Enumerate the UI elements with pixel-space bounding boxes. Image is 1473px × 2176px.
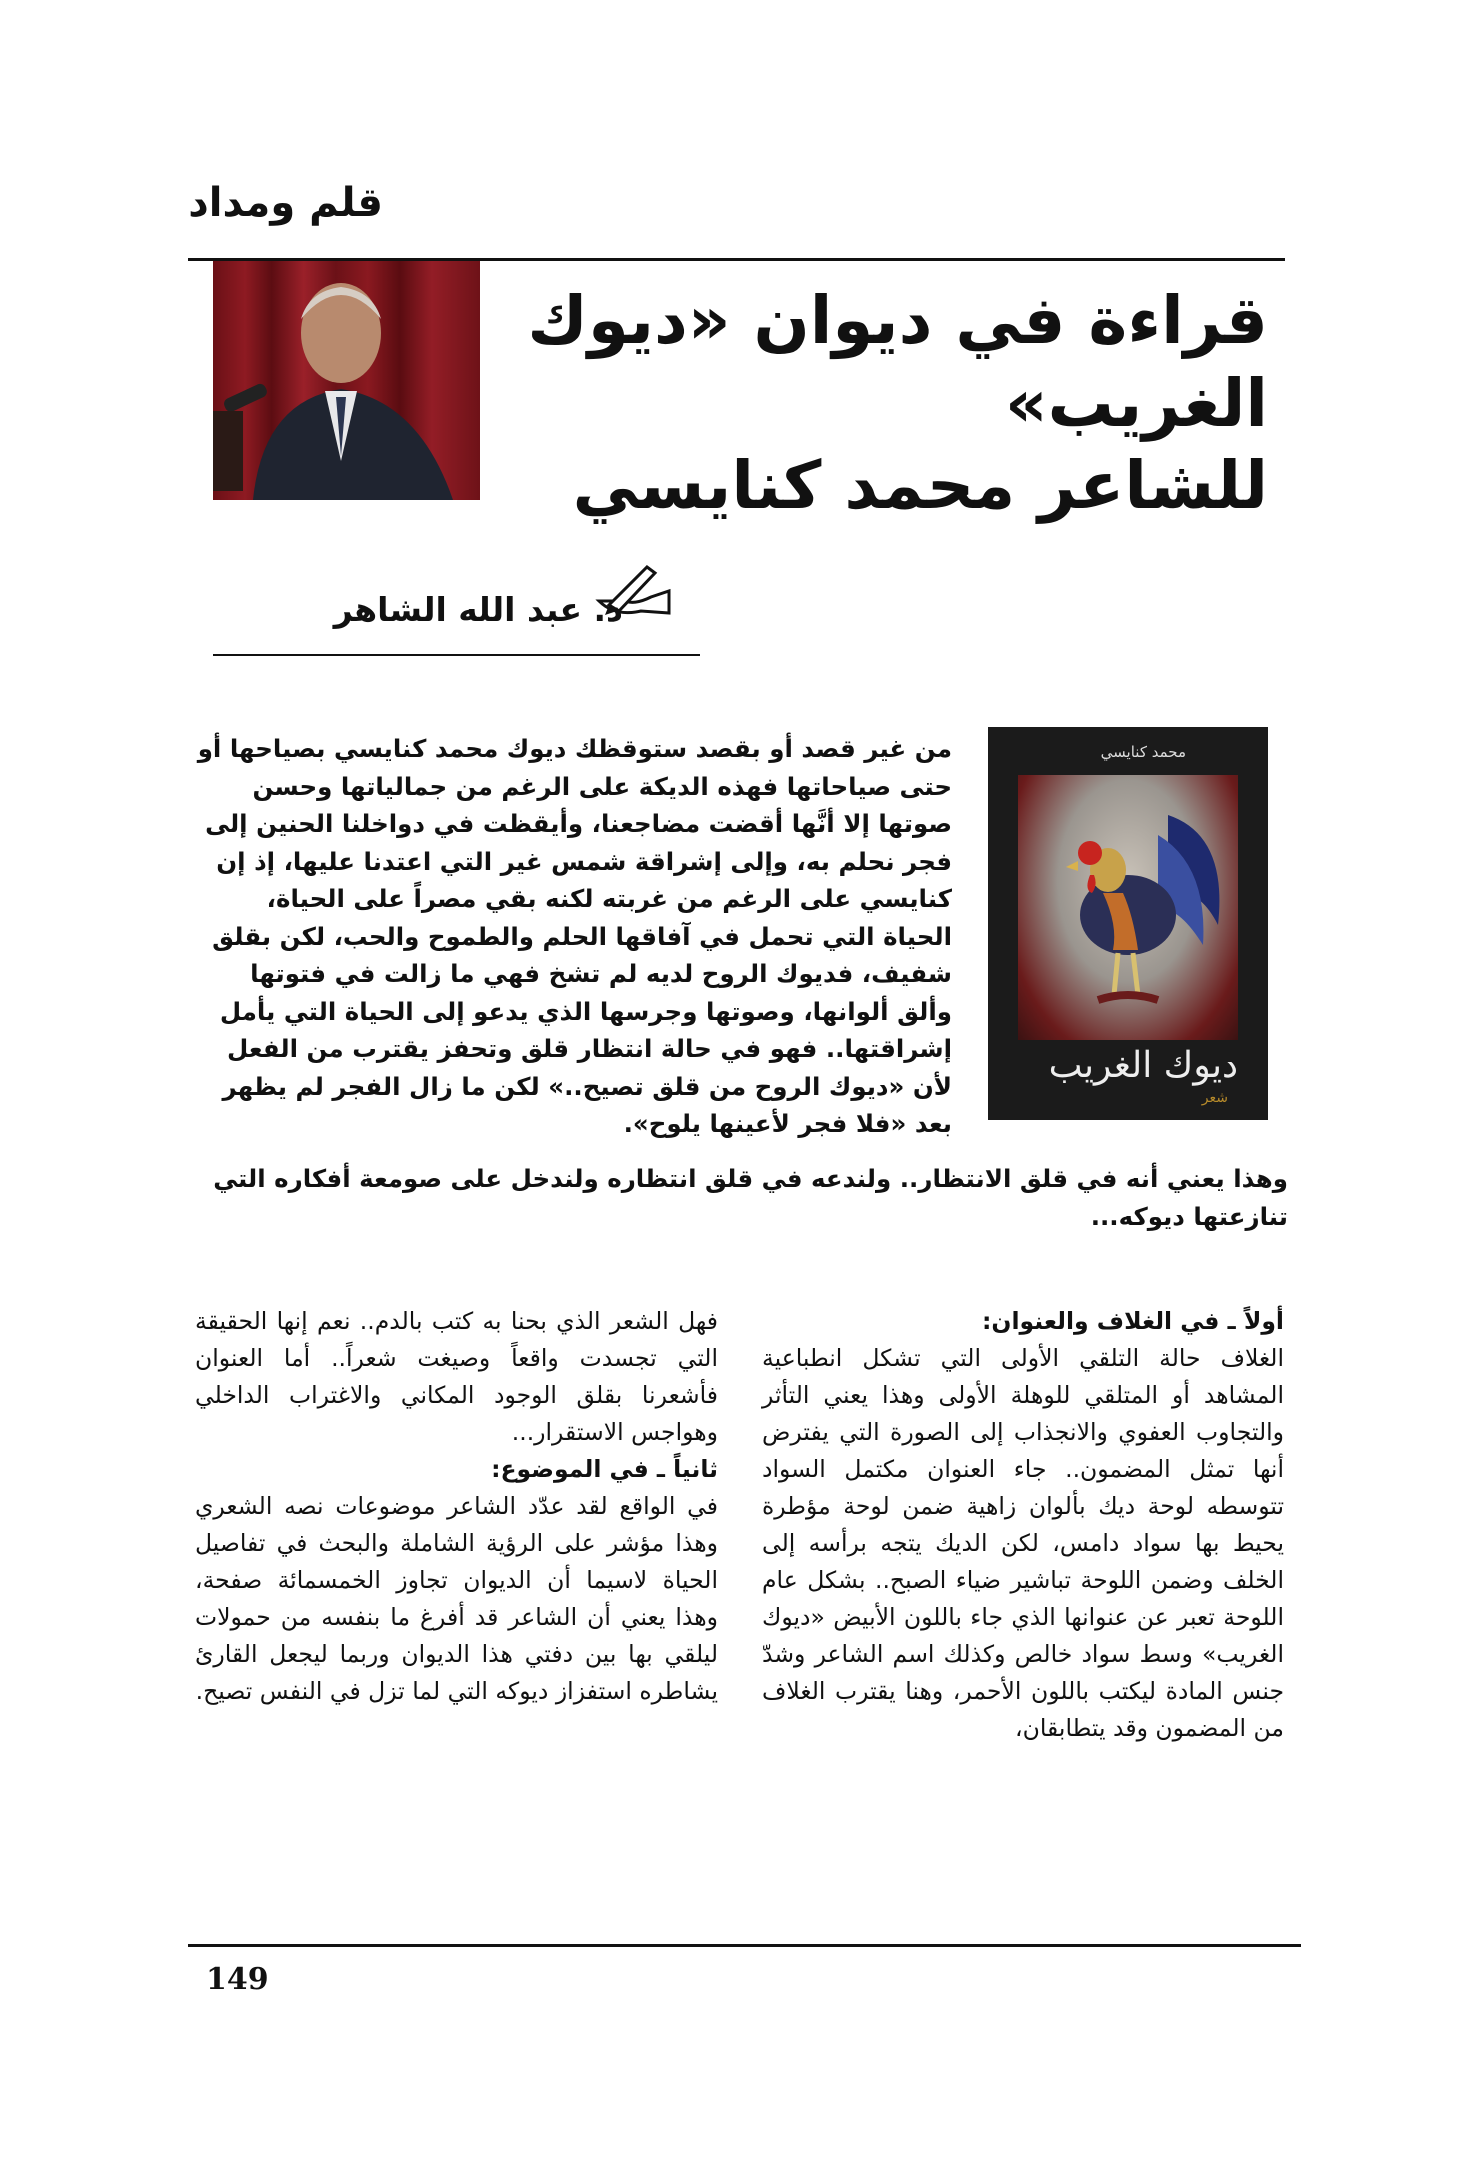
author-portrait-illustration (213, 261, 480, 500)
book-cover (988, 727, 1268, 1120)
section-heading-cover-title: أولاً ـ في الغلاف والعنوان: (982, 1307, 1284, 1335)
footer-divider (188, 1944, 1301, 1947)
article-title (488, 280, 1268, 528)
left-column (195, 1303, 718, 1710)
title-line-1: قراءة في ديوان «ديوك (527, 282, 1268, 359)
subject-paragraph: في الواقع لقد عدّد الشاعر موضوعات نصه الشعري وهذا مؤشر على الرؤية الشاملة والبحث في تفاصيل الحياة لاسيما أن الديوان تجاوز الخمسمائة صفحة، وهذا يعني أن الشاعر قد أفرغ ما بنفسه من حمولات ليلقي بها بين دفتي هذا الديوان وربما ليجعل القارئ يشاطره استفزاز ديوكه التي لما تزل في النفس تصيح. (195, 1492, 718, 1705)
title-line-2: الغريب» (1004, 364, 1268, 442)
cover-author: محمد كنايسي (1100, 743, 1186, 761)
section-heading-subject: ثانياً ـ في الموضوع: (491, 1455, 718, 1483)
cover-genre: شعر (1201, 1090, 1228, 1106)
intro-paragraph: من غير قصد أو بقصد ستوقظك ديوك محمد كنايسي بصياحها أو حتى صياحاتها فهذه الديكة على الرغم من جمالياتها وحسن صوتها إلا أنَّها أقضت مضاجعنا، وأيقظت في دواخلنا الحنين إلى فجر نحلم به، وإلى إشراقة شمس غير التي اعتدنا عليها، إذ إن كنايسي على الرغم من غربته لكنه بقي مصراً على الحياة، الحياة التي تحمل في آفاقها الحلم والطموح والحب، لكن بقلق شفيف، فديوك الروح لديه لم تشخ فهي ما زالت في فتوتها وألق ألوانها، وصوتها وجرسها الذي يدعو إلى الحياة التي يأمل إشراقتها.. فهو في حالة انتظار قلق وتحفز يقترب من الفعل لأن «ديوك الروح من قلق تصيح..» لكن ما زال الفجر لم يظهر بعد «فلا فجر لأعينها يلوح». (197, 734, 952, 1138)
byline-divider (213, 654, 700, 656)
right-column (762, 1303, 1284, 1747)
cover-rooster-painting (1018, 775, 1238, 1040)
rooster-icon (1018, 775, 1238, 1040)
author-photo (213, 261, 480, 500)
page-number: 149 (206, 1962, 269, 1997)
continuation-paragraph: فهل الشعر الذي بحنا به كتب بالدم.. نعم إنها الحقيقة التي تجسدت واقعاً وصيغت شعراً.. أما العنوان فأشعرنا بقلق الوجود المكاني والاغتراب الداخلي وهواجس الاستقرار... (195, 1307, 718, 1446)
section-label: قلم ومداد (188, 180, 383, 226)
intro-continuation: وهذا يعني أنه في قلق الانتظار.. ولندعه في قلق انتظاره ولندخل على صومعة أفكاره التي تنازعتها ديوكه... (213, 1164, 1288, 1231)
cover-title: ديوك الغريب (1048, 1045, 1238, 1086)
title-line-3: للشاعر محمد كنايسي (572, 447, 1268, 524)
author-byline: د. عبد الله الشاهر (333, 590, 623, 629)
cover-title-paragraph: الغلاف حالة التلقي الأولى التي تشكل انطباعية المشاهد أو المتلقي للوهلة الأولى وهذا يعني التأثر والتجاوب العفوي والانجذاب إلى الصورة التي يفترض أنها تمثل المضمون.. جاء العنوان مكتمل السواد تتوسطه لوحة ديك بألوان زاهية ضمن لوحة مؤطرة يحيط بها سواد دامس، لكن الديك يتجه برأسه إلى الخلف وضمن اللوحة تباشير ضياء الصبح.. بشكل عام اللوحة تعبر عن عنوانها الذي جاء باللون الأبيض «ديوك الغريب» وسط سواد خالص وكذلك اسم الشاعر وشدّ جنس المادة ليكتب باللون الأحمر، وهنا يقترب الغلاف من المضمون وقد يتطابقان، (762, 1344, 1284, 1742)
